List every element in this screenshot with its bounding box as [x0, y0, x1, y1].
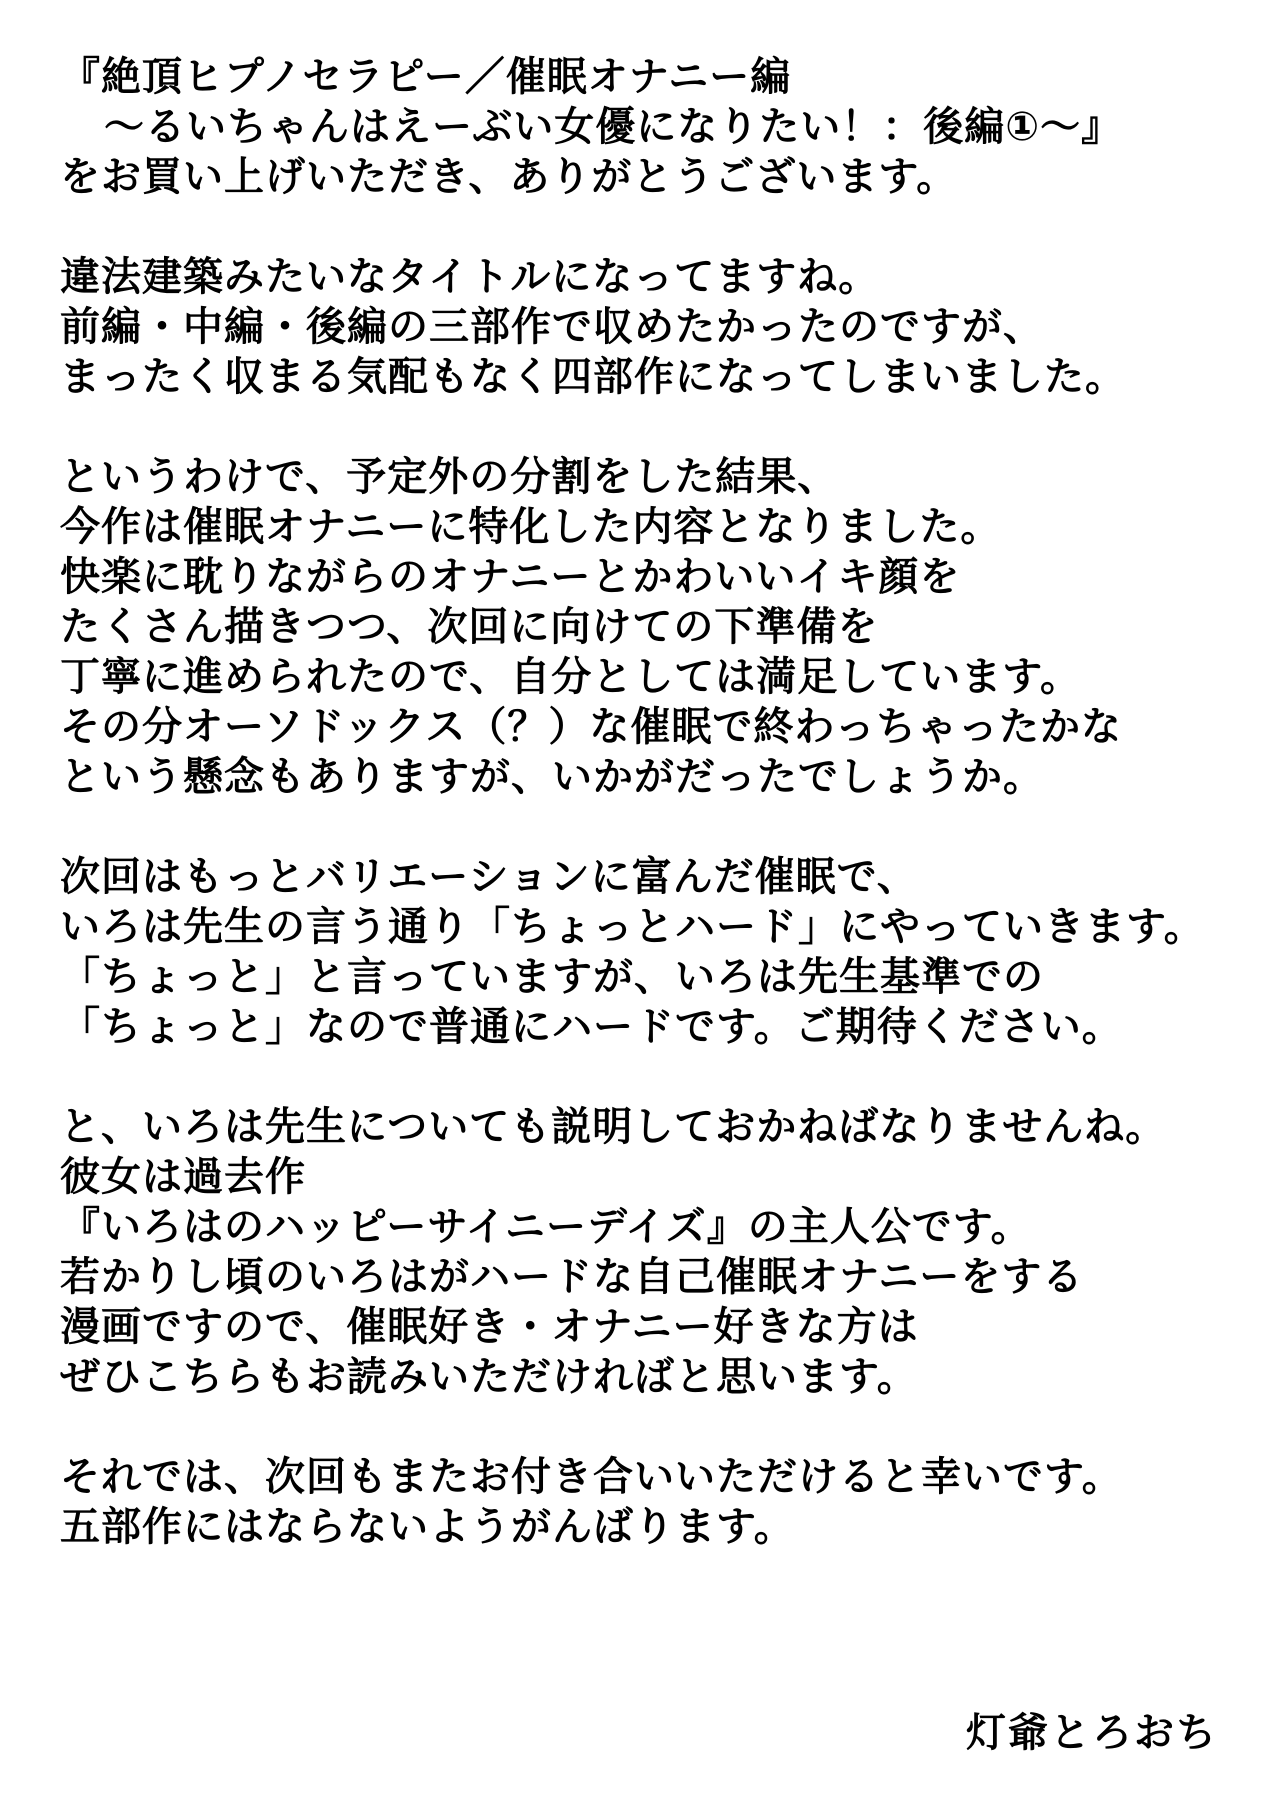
text-line: ぜひこちらもお読みいただければと思います。 [60, 1354, 918, 1400]
text-line: 五部作にはならないようがんばります。 [60, 1504, 795, 1550]
paragraph-gap [60, 1052, 1240, 1102]
text-line: まったく収まる気配もなく四部作になってしまいました。 [60, 354, 1126, 400]
text-line: 違法建築みたいなタイトルになってますね。 [60, 254, 880, 300]
paragraph-gap [60, 802, 1240, 852]
text-line: 次回はもっとバリエーションに富んだ催眠で、 [60, 854, 918, 900]
text-line: という懸念もありますが、いかがだったでしょうか。 [60, 754, 1044, 800]
text-line: 丁寧に進められたので、自分としては満足しています。 [60, 654, 1081, 700]
text-line: 若かりし頃のいろはがハードな自己催眠オナニーをする [60, 1254, 1084, 1300]
text-line: 快楽に耽りながらのオナニーとかわいいイキ顔を [60, 554, 961, 600]
paragraph-gap [60, 402, 1240, 452]
paragraph-gap [60, 1402, 1240, 1452]
text-line: 彼女は過去作 [60, 1154, 306, 1200]
text-line: 漫画ですので、催眠好き・オナニー好きな方は [60, 1304, 919, 1350]
text-line: それでは、次回もまたお付き合いいただけると幸いです。 [60, 1454, 1123, 1500]
text-line: と、いろは先生についても説明しておかねばなりませんね。 [60, 1104, 1167, 1150]
paragraph-gap [60, 202, 1240, 252]
text-line: 今作は催眠オナニーに特化した内容となりました。 [60, 504, 1002, 550]
title-line: 『絶頂ヒプノセラピー／催眠オナニー編 [60, 54, 792, 100]
text-line: その分オーソドックス（？）な催眠で終わっちゃったかな [60, 704, 1122, 750]
text-line: いろは先生の言う通り「ちょっとハード」にやっていきます。 [60, 904, 1205, 950]
text-line: というわけで、予定外の分割をした結果、 [60, 454, 839, 500]
afterword-text [60, 52, 1240, 1552]
text-line: 「ちょっと」と言っていますが、いろは先生基準での [60, 954, 1044, 1000]
text-line: 『いろはのハッピーサイニーデイズ』の主人公です。 [60, 1204, 1032, 1250]
text-line: をお買い上げいただき、ありがとうございます。 [60, 154, 958, 200]
text-line: 前編・中編・後編の三部作で収めたかったのですが、 [60, 304, 1044, 350]
author-signature: 灯爺とろおち [966, 1710, 1218, 1756]
text-line: たくさん描きつつ、次回に向けての下準備を [60, 604, 879, 650]
text-line: 「ちょっと」なので普通にハードです。ご期待ください。 [60, 1004, 1123, 1050]
subtitle-line: 〜るいちゃんはえーぶい女優になりたい！：後編①〜』 [104, 104, 1123, 150]
